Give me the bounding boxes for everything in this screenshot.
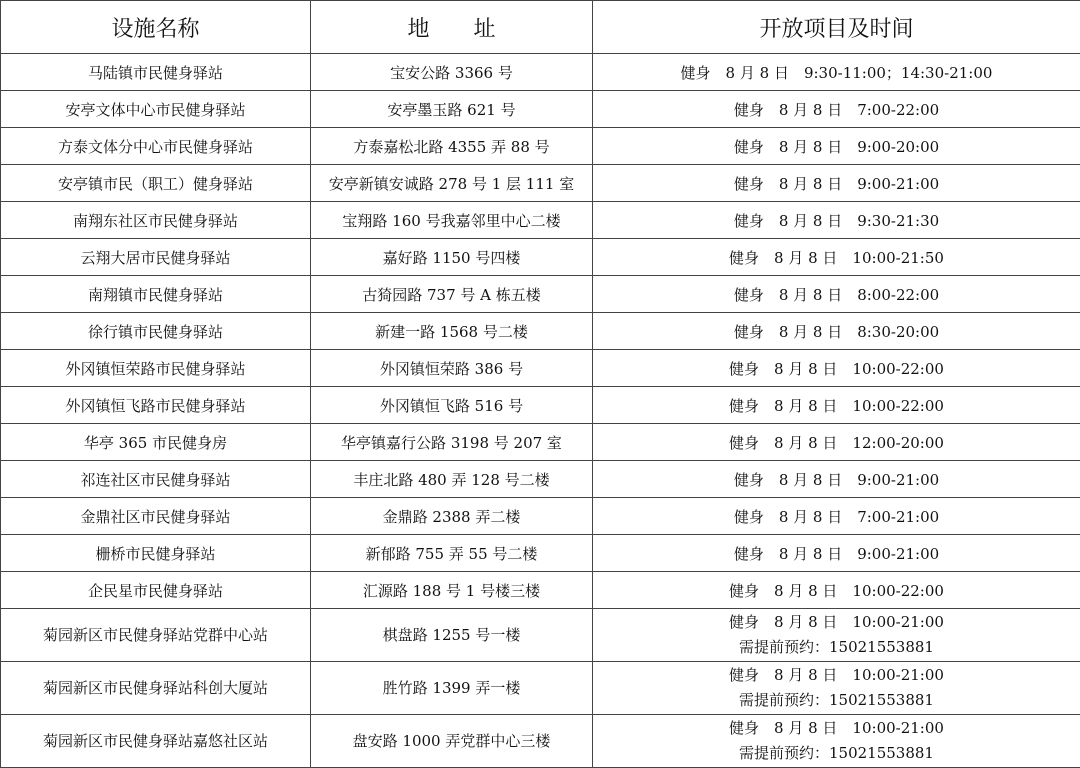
table-row xyxy=(1,535,1080,572)
facility-hours: 健身 8 月 8 日 7:00-21:00 xyxy=(593,498,1080,535)
facility-hours: 健身 8 月 8 日 10:00-22:00 xyxy=(593,387,1080,424)
table-row xyxy=(1,662,1080,715)
facility-name: 菊园新区市民健身驿站党群中心站 xyxy=(1,609,311,662)
table-row xyxy=(1,54,1080,91)
facility-name: 安亭文体中心市民健身驿站 xyxy=(1,91,311,128)
facility-address: 古猗园路 737 号 A 栋五楼 xyxy=(311,276,593,313)
facility-name: 金鼎社区市民健身驿站 xyxy=(1,498,311,535)
facility-hours: 健身 8 月 8 日 9:30-11:00；14:30-21:00 xyxy=(593,54,1080,91)
table-row xyxy=(1,424,1080,461)
facility-address: 外冈镇恒飞路 516 号 xyxy=(311,387,593,424)
facility-name: 南翔东社区市民健身驿站 xyxy=(1,202,311,239)
facility-address: 新建一路 1568 号二楼 xyxy=(311,313,593,350)
facility-name: 云翔大居市民健身驿站 xyxy=(1,239,311,276)
table-row xyxy=(1,276,1080,313)
table-row xyxy=(1,313,1080,350)
facility-address: 宝安公路 3366 号 xyxy=(311,54,593,91)
table-row xyxy=(1,202,1080,239)
facility-hours-cell xyxy=(593,715,1080,768)
facility-hours: 健身 8 月 8 日 9:00-21:00 xyxy=(593,461,1080,498)
table-row xyxy=(1,715,1080,768)
facility-address: 嘉好路 1150 号四楼 xyxy=(311,239,593,276)
column-header-address: 地 址 xyxy=(311,1,593,54)
facility-address: 丰庄北路 480 弄 128 号二楼 xyxy=(311,461,593,498)
booking-note: 需提前预约：15021553881 xyxy=(739,638,934,656)
facility-address: 外冈镇恒荣路 386 号 xyxy=(311,350,593,387)
booking-note: 需提前预约：15021553881 xyxy=(739,691,934,709)
facility-address: 棋盘路 1255 号一楼 xyxy=(311,609,593,662)
facility-address: 新郁路 755 弄 55 号二楼 xyxy=(311,535,593,572)
facility-hours: 健身 8 月 8 日 10:00-22:00 xyxy=(593,572,1080,609)
column-header-name: 设施名称 xyxy=(1,1,311,54)
table-row xyxy=(1,609,1080,662)
table-row xyxy=(1,91,1080,128)
column-header-hours: 开放项目及时间 xyxy=(593,1,1080,54)
table-row xyxy=(1,461,1080,498)
facility-hours: 健身 8 月 8 日 10:00-21:00 xyxy=(729,719,944,737)
facility-address: 胜竹路 1399 弄一楼 xyxy=(311,662,593,715)
facility-name: 方泰文体分中心市民健身驿站 xyxy=(1,128,311,165)
facility-hours: 健身 8 月 8 日 7:00-22:00 xyxy=(593,91,1080,128)
facility-name: 菊园新区市民健身驿站科创大厦站 xyxy=(1,662,311,715)
facility-address: 方泰嘉松北路 4355 弄 88 号 xyxy=(311,128,593,165)
facility-address: 盘安路 1000 弄党群中心三楼 xyxy=(311,715,593,768)
facility-hours: 健身 8 月 8 日 9:00-20:00 xyxy=(593,128,1080,165)
facility-name: 栅桥市民健身驿站 xyxy=(1,535,311,572)
facility-address: 金鼎路 2388 弄二楼 xyxy=(311,498,593,535)
facility-hours: 健身 8 月 8 日 8:00-22:00 xyxy=(593,276,1080,313)
facility-hours: 健身 8 月 8 日 9:00-21:00 xyxy=(593,535,1080,572)
table-row xyxy=(1,387,1080,424)
facility-name: 徐行镇市民健身驿站 xyxy=(1,313,311,350)
facility-name: 菊园新区市民健身驿站嘉悠社区站 xyxy=(1,715,311,768)
facility-name: 华亭 365 市民健身房 xyxy=(1,424,311,461)
facility-hours: 健身 8 月 8 日 8:30-20:00 xyxy=(593,313,1080,350)
table-row xyxy=(1,165,1080,202)
facility-name: 马陆镇市民健身驿站 xyxy=(1,54,311,91)
table-row xyxy=(1,239,1080,276)
facility-hours: 健身 8 月 8 日 9:00-21:00 xyxy=(593,165,1080,202)
table-header-row xyxy=(1,1,1080,54)
facility-hours: 健身 8 月 8 日 10:00-21:00 xyxy=(729,613,944,631)
facility-address: 安亭新镇安诚路 278 号 1 层 111 室 xyxy=(311,165,593,202)
facility-address: 安亭墨玉路 621 号 xyxy=(311,91,593,128)
facility-name: 企民星市民健身驿站 xyxy=(1,572,311,609)
table-row xyxy=(1,128,1080,165)
facility-hours: 健身 8 月 8 日 12:00-20:00 xyxy=(593,424,1080,461)
facility-name: 祁连社区市民健身驿站 xyxy=(1,461,311,498)
facility-address: 汇源路 188 号 1 号楼三楼 xyxy=(311,572,593,609)
facility-hours: 健身 8 月 8 日 10:00-22:00 xyxy=(593,350,1080,387)
facility-name: 外冈镇恒荣路市民健身驿站 xyxy=(1,350,311,387)
facility-hours: 健身 8 月 8 日 10:00-21:50 xyxy=(593,239,1080,276)
facility-name: 安亭镇市民（职工）健身驿站 xyxy=(1,165,311,202)
facility-hours-cell xyxy=(593,609,1080,662)
table-row xyxy=(1,350,1080,387)
facility-address: 华亭镇嘉行公路 3198 号 207 室 xyxy=(311,424,593,461)
booking-note: 需提前预约：15021553881 xyxy=(739,744,934,762)
facility-name: 南翔镇市民健身驿站 xyxy=(1,276,311,313)
table-row xyxy=(1,498,1080,535)
facility-hours: 健身 8 月 8 日 9:30-21:30 xyxy=(593,202,1080,239)
facility-hours: 健身 8 月 8 日 10:00-21:00 xyxy=(729,666,944,684)
facility-address: 宝翔路 160 号我嘉邻里中心二楼 xyxy=(311,202,593,239)
facility-name: 外冈镇恒飞路市民健身驿站 xyxy=(1,387,311,424)
facility-hours-cell xyxy=(593,662,1080,715)
table-row xyxy=(1,572,1080,609)
